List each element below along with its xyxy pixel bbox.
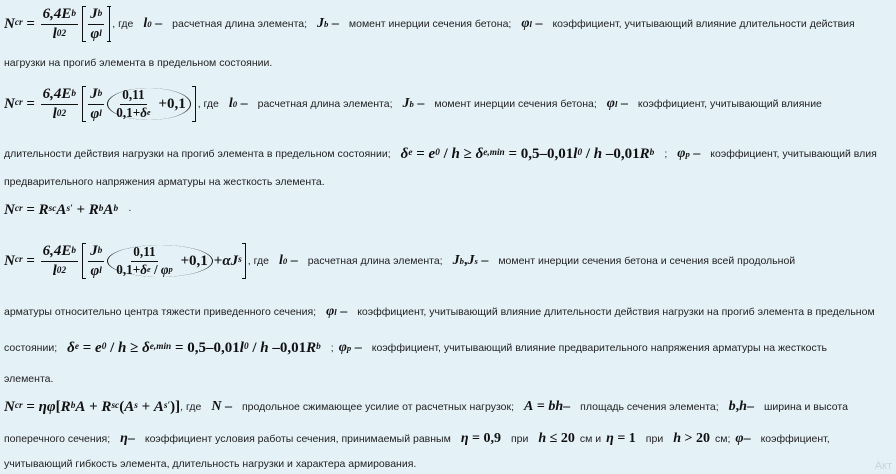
symbol-phi-p: φ p – bbox=[338, 340, 362, 355]
desc-phi-l: коэффициент, учитывающий влияние длительности действия bbox=[552, 17, 855, 30]
text-cross-section: поперечного сечения; bbox=[4, 432, 111, 445]
text-line-8 bbox=[4, 302, 892, 322]
text-reinforcement: арматуры относительно центра тяжести приведенного сечения; bbox=[4, 305, 317, 318]
text-prestress: предварительного напряжения арматуры на жесткость элемента. bbox=[4, 175, 325, 188]
symbol-phi-l: φ l – bbox=[326, 304, 348, 319]
formula-ncr-2: N cr = 6,4E b l 0 2 J b φ l 0,11 0,1+ δ e +0,1 bbox=[4, 86, 198, 122]
formula-line-7 bbox=[4, 236, 892, 286]
formula-ncr-5: N cr = ηφ [ R b A + R sc ( A s + A s ′ )] bbox=[4, 398, 181, 415]
desc-phi: коэффициент, bbox=[760, 432, 830, 445]
desc-a: площадь сечения элемента; bbox=[580, 400, 719, 413]
desc-b-h: ширина и высота bbox=[763, 400, 848, 413]
text-cm: см; bbox=[714, 432, 731, 445]
desc-phi-l: коэффициент, учитывающий влияние bbox=[637, 97, 822, 110]
symbol-jb: J b – bbox=[402, 96, 425, 111]
formula-eta-09: η = 0,9 bbox=[460, 431, 501, 446]
formula-ncr-4: N cr = 6,4E b l 0 2 J b φ l 0,11 0,1+ δ e / φ p +0,1 + αJ s bbox=[4, 243, 248, 279]
desc-phi-l: коэффициент, учитывающий влияние длительности действия нагрузки на прогиб элемента в предельном bbox=[357, 305, 875, 318]
symbol-jb-js: J b , J s – bbox=[452, 253, 489, 268]
text-line-9: состоянии; δ e = e 0 / h ≥ δ e,min = 0,5–0,01 l 0 / h –0,01 R b ; φ p – коэффициент, учитывающий влияние предварительного напряжения арматуры на жесткость bbox=[4, 339, 827, 356]
where-label: , где bbox=[197, 97, 219, 110]
formula-h-le-20: h ≤ 20 bbox=[538, 431, 575, 446]
where-label: , где bbox=[112, 17, 134, 30]
formula-a: A = bh – bbox=[524, 399, 571, 414]
desc-length: расчетная длина элемента; bbox=[307, 254, 443, 267]
symbol-phi-p: φ p – bbox=[677, 146, 701, 161]
text-when: при bbox=[510, 432, 529, 445]
text-line-5 bbox=[4, 175, 892, 189]
formula-eta-1: η = 1 bbox=[606, 431, 636, 446]
desc-phi-p: коэффициент, учитывающий влия bbox=[710, 147, 877, 160]
desc-inertia-all: момент инерции сечения бетона и сечения всей продольной bbox=[498, 254, 796, 267]
desc-length: расчетная длина элемента; bbox=[257, 97, 393, 110]
text-duration: длительности действия нагрузки на прогиб элемента в предельном состоянии; bbox=[4, 147, 391, 160]
desc-inertia: момент инерции сечения бетона; bbox=[348, 17, 512, 30]
desc-length: расчетная длина элемента; bbox=[172, 17, 308, 30]
where-label: , где bbox=[247, 254, 269, 267]
symbol-b-h: b , h – bbox=[728, 399, 754, 414]
desc-n: продольное сжимающее усилие от расчетных нагрузок; bbox=[241, 400, 515, 413]
symbol-phi: φ – bbox=[735, 431, 751, 446]
symbol-l0: l 0 – bbox=[143, 16, 163, 31]
desc-inertia: момент инерции сечения бетона; bbox=[434, 97, 597, 110]
formula-line-1 bbox=[4, 2, 892, 46]
symbol-eta: η – bbox=[120, 431, 135, 446]
formula-ncr-3: N cr = R sc A s ′ + R b A b bbox=[4, 201, 119, 218]
symbol-phi-l: φ l – bbox=[606, 96, 628, 111]
text-line-13 bbox=[4, 457, 892, 471]
formula-line-3 bbox=[4, 80, 892, 128]
formula-h-gt-20: h > 20 bbox=[673, 431, 710, 446]
symbol-n: N – bbox=[211, 399, 232, 414]
text-line-2 bbox=[4, 56, 892, 70]
formula-line-11 bbox=[4, 394, 892, 420]
text-element: элемента. bbox=[4, 372, 54, 385]
symbol-l0: l 0 – bbox=[228, 96, 248, 111]
text-when: при bbox=[645, 432, 664, 445]
text-cm-and: см и bbox=[579, 432, 602, 445]
symbol-l0: l 0 – bbox=[278, 253, 298, 268]
text-line-10 bbox=[4, 372, 892, 386]
desc-eta: коэффициент условия работы сечения, принимаемый равным bbox=[144, 432, 451, 445]
symbol-phi-l: φ l – bbox=[521, 16, 543, 31]
text-line-4: длительности действия нагрузки на прогиб элемента в предельном состоянии; δ e = e 0 / h ≥ δ e,min = 0,5–0,01 l 0 / h –0,01 R b ; φ p – коэффициент, учитывающий влия bbox=[4, 145, 877, 162]
text-state: состоянии; bbox=[4, 341, 58, 354]
text-line-12 bbox=[4, 428, 892, 450]
formula-ncr-1: N cr = 6,4E b l 0 2 J b φ l bbox=[4, 6, 112, 42]
text-flexibility: учитывающий гибкость элемента, длительность нагрузки и характера армирования. bbox=[4, 457, 417, 470]
formula-line-6: N cr = R sc A s ′ + R b A b · bbox=[4, 201, 132, 218]
where-label: , где bbox=[180, 400, 202, 413]
watermark-text: Акт bbox=[874, 460, 892, 472]
formula-delta-e: δ e = e 0 / h ≥ δ e,min = 0,5–0,01 l 0 / h –0,01 R b bbox=[400, 145, 655, 162]
symbol-jb: J b – bbox=[317, 16, 339, 31]
formula-delta-e: δ e = e 0 / h ≥ δ e,min = 0,5–0,01 l 0 / h –0,01 R b bbox=[67, 339, 321, 356]
text-continuation: нагрузки на прогиб элемента в предельном состоянии. bbox=[4, 56, 273, 69]
desc-phi-p: коэффициент, учитывающий влияние предварительного напряжения арматуры на жесткость bbox=[371, 341, 827, 354]
